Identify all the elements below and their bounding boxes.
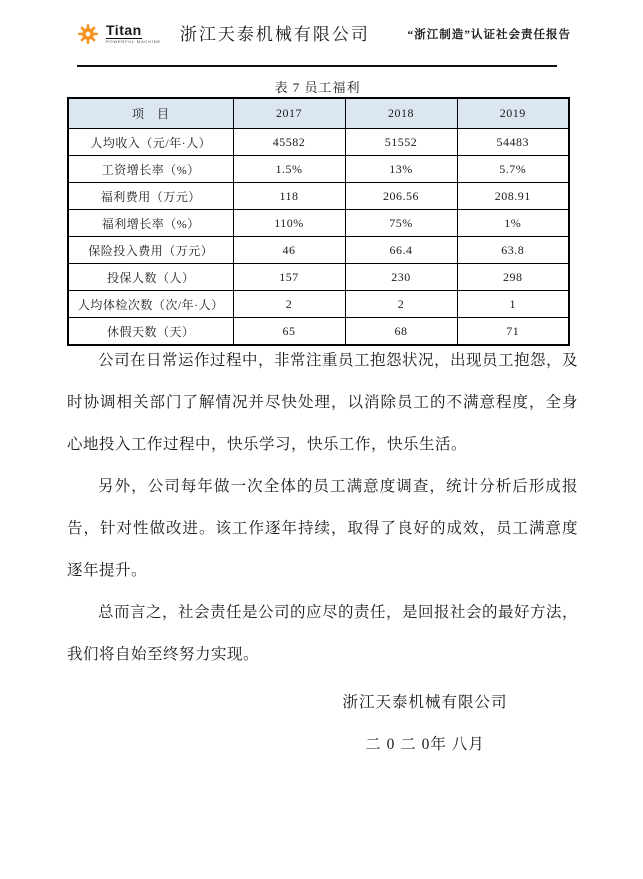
brand-name: Titan — [106, 22, 142, 38]
row-label: 保险投入费用（万元） — [68, 237, 233, 264]
row-value: 206.56 — [345, 183, 457, 210]
row-value: 1% — [457, 210, 569, 237]
body-text — [67, 340, 578, 676]
table-row — [68, 183, 569, 210]
row-value: 51552 — [345, 129, 457, 156]
row-value: 54483 — [457, 129, 569, 156]
row-value: 46 — [233, 237, 345, 264]
row-label: 休假天数（天） — [68, 318, 233, 346]
brand-tagline: POWERFUL MACHINE — [106, 39, 161, 44]
row-value: 71 — [457, 318, 569, 346]
page-header — [77, 20, 571, 47]
row-value: 110% — [233, 210, 345, 237]
table-row — [68, 291, 569, 318]
signature-company: 浙江天泰机械有限公司 — [342, 694, 508, 711]
column-header-2018: 2018 — [345, 98, 457, 129]
brand-logo — [77, 20, 370, 47]
column-header-2017: 2017 — [233, 98, 345, 129]
row-value: 1 — [457, 291, 569, 318]
brand-text — [106, 23, 161, 44]
row-value: 66.4 — [345, 237, 457, 264]
table-row — [68, 237, 569, 264]
row-value: 298 — [457, 264, 569, 291]
table-caption: 表 7 员工福利 — [274, 80, 361, 95]
table-header-row — [68, 98, 569, 129]
row-label: 人均体检次数（次/年·人） — [68, 291, 233, 318]
column-header-item: 项 目 — [68, 98, 233, 129]
paragraph: 另外，公司每年做一次全体的员工满意度调查，统计分析后形成报告，针对性做改进。该工作逐年持续，取得了良好的成效，员工满意度逐年提升。 — [67, 478, 578, 579]
row-value: 5.7% — [457, 156, 569, 183]
row-value: 157 — [233, 264, 345, 291]
row-value: 75% — [345, 210, 457, 237]
row-value: 65 — [233, 318, 345, 346]
row-label: 人均收入（元/年·人） — [68, 129, 233, 156]
table-row — [68, 129, 569, 156]
row-value: 230 — [345, 264, 457, 291]
row-value: 13% — [345, 156, 457, 183]
signature-date: 二 0 二 0年 八月 — [365, 736, 485, 753]
signature-block — [330, 682, 520, 766]
table-row — [68, 156, 569, 183]
row-label: 福利费用（万元） — [68, 183, 233, 210]
row-value: 68 — [345, 318, 457, 346]
gear-icon — [77, 23, 99, 45]
table-row — [68, 210, 569, 237]
company-name: 浙江天泰机械有限公司 — [179, 25, 370, 44]
report-title: “浙江制造”认证社会责任报告 — [407, 29, 571, 41]
column-header-2019: 2019 — [457, 98, 569, 129]
table-row — [68, 264, 569, 291]
row-value: 45582 — [233, 129, 345, 156]
row-value: 2 — [345, 291, 457, 318]
welfare-table — [67, 97, 570, 346]
row-value: 2 — [233, 291, 345, 318]
row-value: 208.91 — [457, 183, 569, 210]
paragraph: 公司在日常运作过程中，非常注重员工抱怨状况，出现员工抱怨，及时协调相关部门了解情况并尽快处理，以消除员工的不满意程度，全身心地投入工作过程中，快乐学习，快乐工作，快乐生活。 — [67, 352, 579, 453]
row-label: 投保人数（人） — [68, 264, 233, 291]
row-value: 118 — [233, 183, 345, 210]
header-rule — [77, 65, 557, 67]
paragraph: 总而言之，社会责任是公司的应尽的责任，是回报社会的最好方法，我们将自始至终努力实现。 — [67, 604, 579, 663]
table-body — [68, 129, 569, 346]
row-label: 福利增长率（%） — [68, 210, 233, 237]
row-value: 1.5% — [233, 156, 345, 183]
row-value: 63.8 — [457, 237, 569, 264]
row-label: 工资增长率（%） — [68, 156, 233, 183]
